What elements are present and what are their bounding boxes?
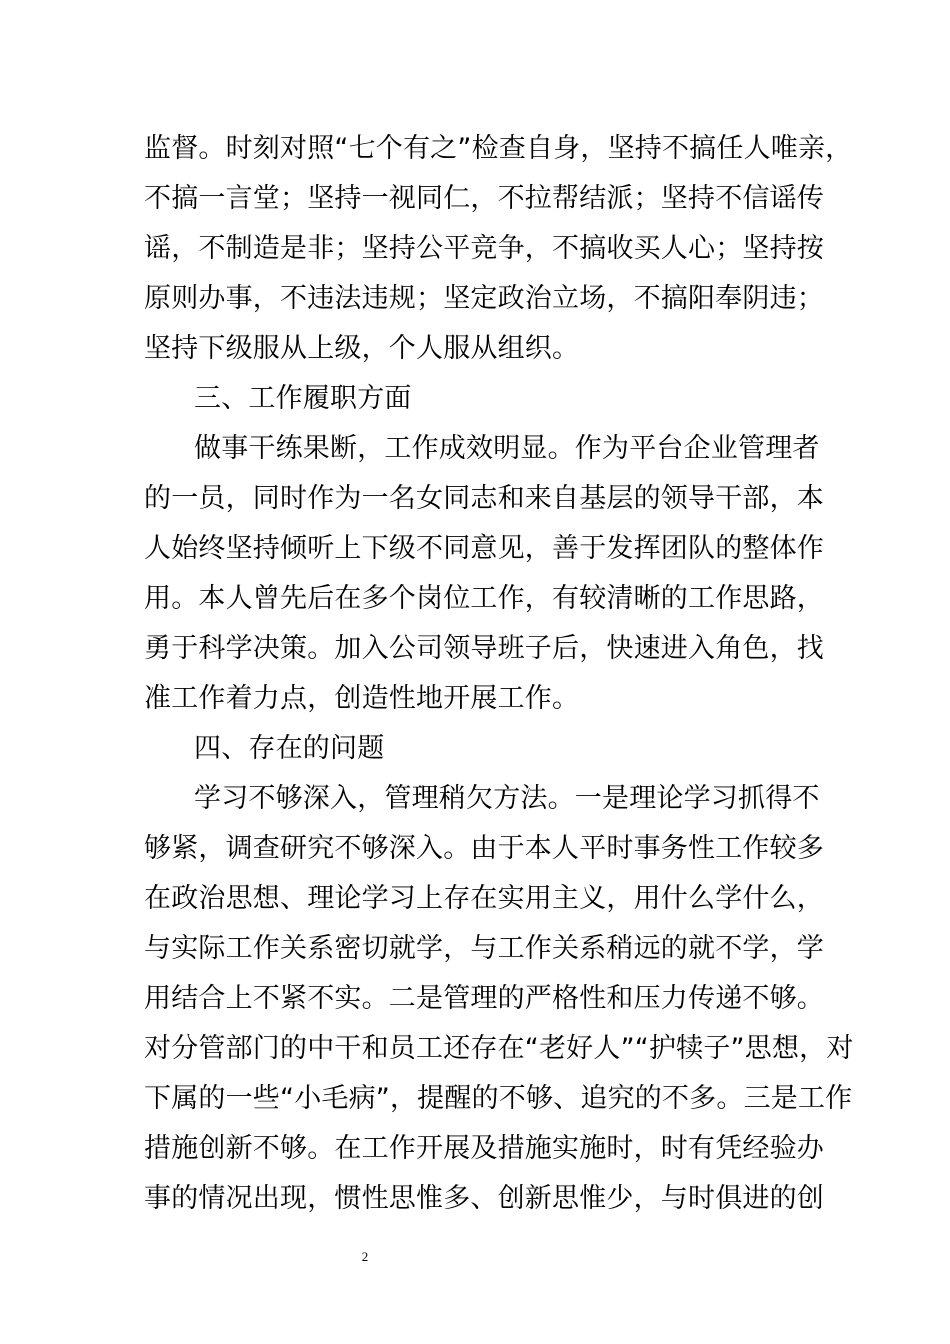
body-line-5: 坚持下级服从上级，个人服从组织。	[144, 333, 580, 364]
body-line-14: 学习不够深入，管理稍欠方法。一是理论学习抓得不	[194, 783, 820, 814]
body-line-4: 原则办事，不违法违规；坚定政治立场，不搞阳奉阴违；	[144, 283, 824, 314]
page-number: 2	[361, 1249, 369, 1264]
body-line-19: 对分管部门的中干和员工还存在“老好人”“护犊子”思想，对	[144, 1033, 854, 1064]
body-line-3: 谣，不制造是非；坚持公平竞争，不搞收买人心；坚持按	[144, 233, 824, 264]
body-line-20: 下属的一些“小毛病”，提醒的不够、追究的不多。三是工作	[144, 1083, 853, 1114]
body-line-22: 事的情况出现，惯性思惟多、创新思惟少，与时俱进的创	[144, 1183, 824, 1214]
body-line-8: 的一员，同时作为一名女同志和来自基层的领导干部，本	[144, 483, 824, 514]
body-line-12: 准工作着力点，创造性地开展工作。	[144, 683, 580, 714]
body-line-17: 与实际工作关系密切就学，与工作关系稍远的就不学，学	[144, 933, 824, 964]
body-line-9: 人始终坚持倾听上下级不同意见，善于发挥团队的整体作	[144, 533, 824, 564]
body-line-10: 用。本人曾先后在多个岗位工作，有较清晰的工作思路，	[144, 583, 824, 614]
section-heading-4: 四、存在的问题	[194, 733, 385, 764]
body-line-2: 不搞一言堂；坚持一视同仁，不拉帮结派；坚持不信谣传	[144, 183, 824, 214]
body-line-1: 监督。时刻对照“七个有之”检查自身，坚持不搞任人唯亲，	[144, 133, 853, 164]
body-line-15: 够紧，调查研究不够深入。由于本人平时事务性工作较多	[144, 833, 824, 864]
body-line-18: 用结合上不紧不实。二是管理的严格性和压力传递不够。	[144, 983, 824, 1014]
body-line-7: 做事干练果断，工作成效明显。作为平台企业管理者	[194, 433, 820, 464]
body-line-11: 勇于科学决策。加入公司领导班子后，快速进入角色，找	[144, 633, 824, 664]
body-line-16: 在政治思想、理论学习上存在实用主义，用什么学什么，	[144, 883, 824, 914]
section-heading-3: 三、工作履职方面	[194, 383, 412, 414]
body-line-21: 措施创新不够。在工作开展及措施实施时，时有凭经验办	[144, 1133, 824, 1164]
